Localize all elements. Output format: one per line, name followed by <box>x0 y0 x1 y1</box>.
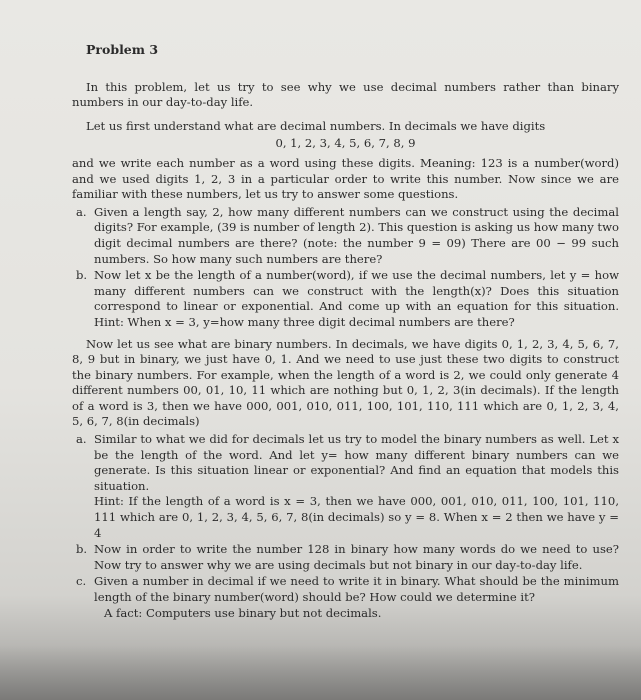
decimal-question-list <box>72 205 619 331</box>
decimal-explanation: and we write each number as a word using these digits. Meaning: 123 is a number(word) and we used digits 1, 2, 3 in a particular order to write this number. Now since we are familiar with these numbers, let us try to answer some questions. <box>72 155 619 202</box>
decimal-intro: Let us first understand what are decimal numbers. In decimals we have digits <box>86 118 546 133</box>
binary-intro: Now let us see what are binary numbers. In decimals, we have digits 0, 1, 2, 3, 4, 5, 6, 7, 8, 9 but in binary, we just have 0, 1. And we need to use just these two digits to construct the binary numbers. For example, when the length of a word is 2, we could only generate 4 different numbers 00, 01, 10, 11 which are nothing but 0, 1, 2, 3(in decimals). If the length of a word is 3, then we have 000, 001, 010, 011, 100, 101, 110, 111 which are 0, 1, 2, 3, 4, 5, 6, 7, 8(in decimals) <box>72 336 619 429</box>
intro-paragraph: In this problem, let us try to see why we use decimal numbers rather than binary numbers in our day-to-day life. <box>72 79 619 110</box>
binary-question-list <box>72 432 619 621</box>
binary-question-b <box>72 542 619 573</box>
question-text: Given a length say, 2, how many different numbers can we construct using the decimal digits? For example, (39 is number of length 2). This question is asking us how many two digit decimal numbers are there? (note: the number 9 = 09) There are 00 − 99 such numbers. So how many such numbers are there? <box>94 204 619 266</box>
question-label: b. <box>76 268 88 283</box>
question-label: b. <box>76 542 88 557</box>
question-hint: Hint: If the length of a word is x = 3, then we have 000, 001, 010, 011, 100, 101, 110, 111 which are 0, 1, 2, 3, 4, 5, 6, 7, 8(in decimals) so y = 8. When x = 2 then we have y = 4 <box>94 494 619 540</box>
question-label: c. <box>76 574 87 589</box>
decimal-question-b <box>72 268 619 330</box>
question-label: a. <box>76 204 87 219</box>
question-text: Given a number in decimal if we need to write it in binary. What should be the minimum length of the binary number(word) should be? How could we determine it? <box>94 574 619 604</box>
question-label: a. <box>76 432 87 447</box>
question-text: Now let x be the length of a number(word), if we use the decimal numbers, let y = how many different numbers can we construct with the length(x)? Does this situation correspond to linear or exponential. And come up with an equation for this situation. Hint: When x = 3, y=how many three digit decimal numbers are there? <box>94 268 619 329</box>
question-text: Now in order to write the number 128 in binary how many words do we need to use? Now try to answer why we are using decimals but not binary in our day-to-day life. <box>94 542 619 572</box>
question-text: Similar to what we did for decimals let us try to model the binary numbers as well. Let x be the length of the word. And let y= how many different binary numbers can we generate. Is this situation linear or exponential? And find an equation that models this situation. <box>94 432 619 493</box>
decimal-digits: 0, 1, 2, 3, 4, 5, 6, 7, 8, 9 <box>275 136 416 151</box>
binary-question-c <box>72 574 619 621</box>
problem-title: Problem 3 <box>86 42 159 57</box>
binary-question-a <box>72 432 619 541</box>
decimal-question-a <box>72 205 619 267</box>
fact-note: A fact: Computers use binary but not decimals. <box>104 605 382 620</box>
